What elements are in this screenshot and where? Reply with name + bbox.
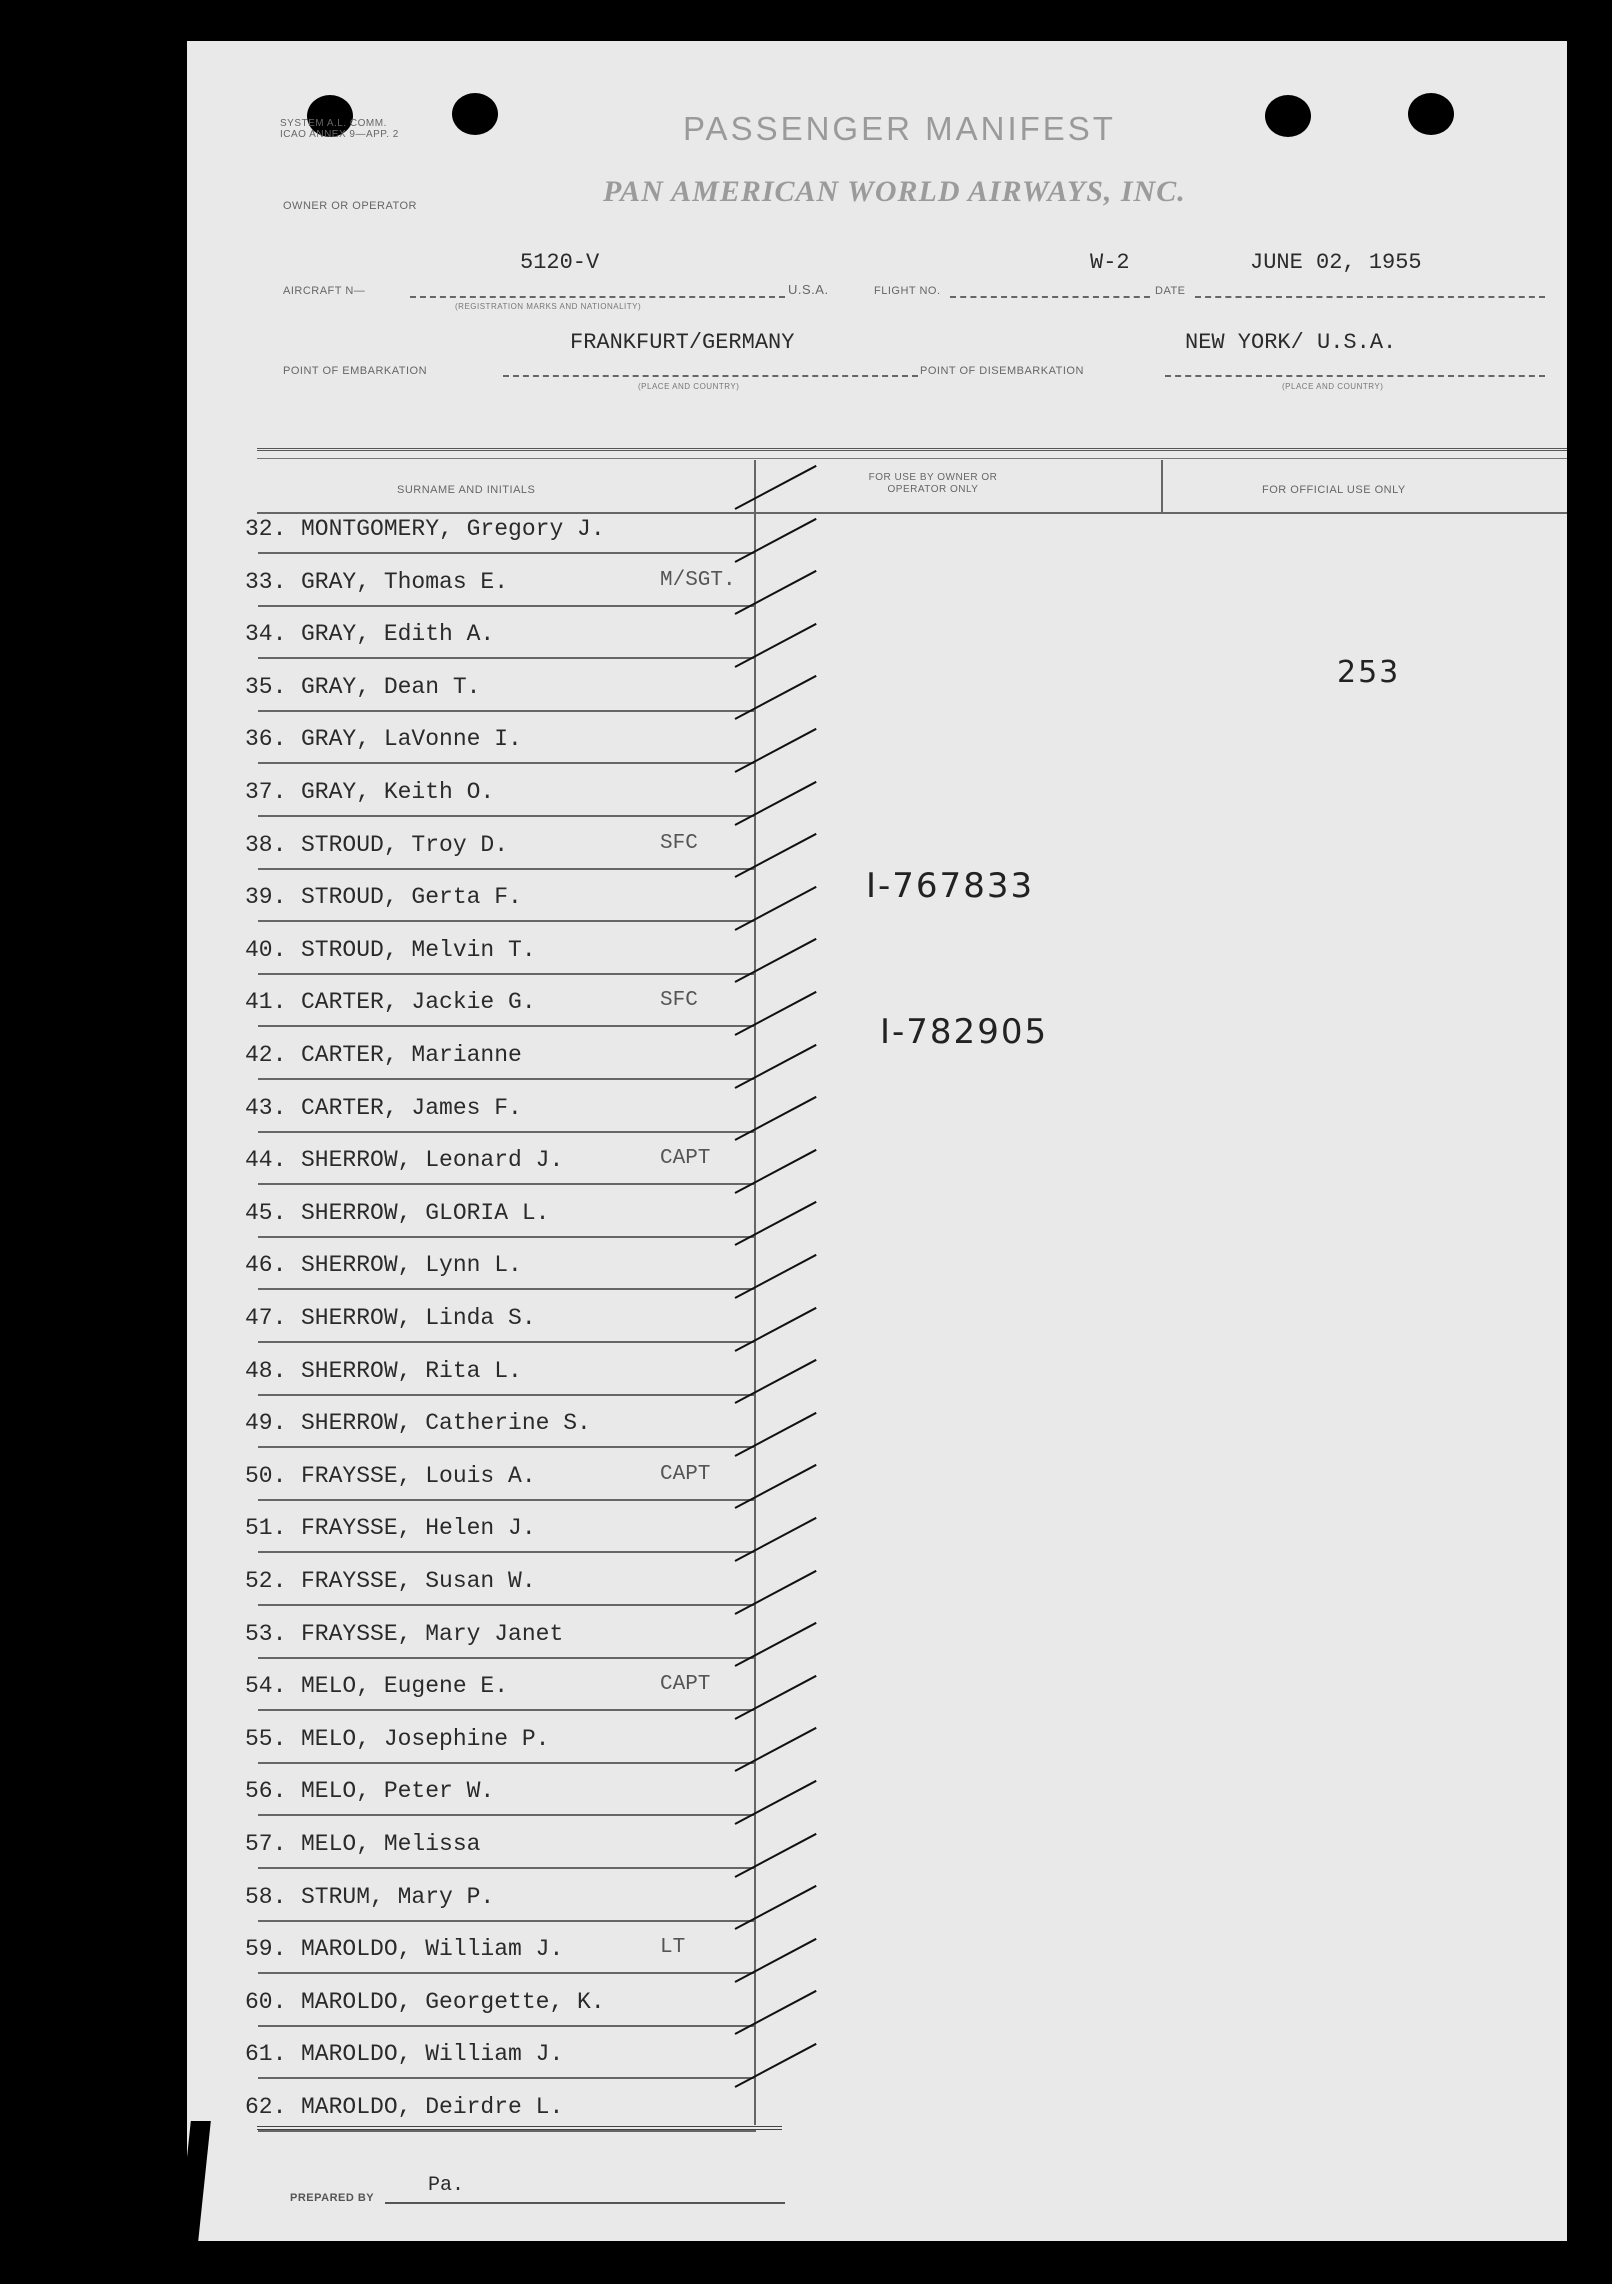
passenger-name: MAROLDO, Georgette, K.	[301, 1989, 605, 2015]
passenger-name: MELO, Melissa	[301, 1831, 481, 1857]
prepared-value: Pa.	[428, 2174, 465, 2197]
passenger-number: 49.	[245, 1410, 287, 1436]
passenger-row	[245, 1410, 591, 1442]
passenger-row	[245, 1200, 549, 1232]
passenger-row	[245, 1147, 711, 1179]
aircraft-line	[410, 296, 785, 298]
passenger-row	[245, 937, 536, 969]
row-rule	[258, 868, 756, 870]
passenger-row	[245, 1621, 563, 1653]
passenger-row	[245, 2041, 563, 2073]
row-rule	[258, 1972, 756, 1974]
header-rule-2	[257, 458, 1567, 459]
header-rule	[257, 448, 1567, 451]
row-rule	[258, 710, 756, 712]
passenger-number: 42.	[245, 1042, 287, 1068]
passenger-row	[245, 1831, 480, 1863]
row-rule	[258, 2025, 756, 2027]
row-rule	[258, 1025, 756, 1027]
passenger-rank: CAPT	[660, 1463, 711, 1486]
row-rule	[258, 1394, 756, 1396]
flight-date: JUNE 02, 1955	[1250, 250, 1422, 275]
flight-line	[950, 296, 1150, 298]
date-label: DATE	[1155, 285, 1186, 297]
passenger-number: 52.	[245, 1568, 287, 1594]
passenger-name: CARTER, Marianne	[301, 1042, 522, 1068]
passenger-row	[245, 1252, 522, 1284]
flight-label: FLIGHT NO.	[874, 285, 941, 297]
passenger-row	[245, 779, 494, 811]
row-rule	[258, 815, 756, 817]
passenger-row	[245, 1095, 522, 1127]
passenger-name: CARTER, James F.	[301, 1095, 522, 1121]
passenger-row	[245, 1673, 711, 1705]
passenger-number: 37.	[245, 779, 287, 805]
passenger-name: MONTGOMERY, Gregory J.	[301, 516, 605, 542]
passenger-name: STRUM, Mary P.	[301, 1884, 495, 1910]
passenger-number: 32.	[245, 516, 287, 542]
passenger-rank: SFC	[660, 989, 698, 1012]
passenger-rank: SFC	[660, 832, 698, 855]
disembarkation-line	[1165, 375, 1545, 377]
row-rule	[258, 605, 756, 607]
handwritten-note-1: I-767833	[866, 866, 1035, 906]
row-rule	[258, 1551, 756, 1553]
row-rule	[258, 1131, 756, 1133]
passenger-row	[245, 1568, 536, 1600]
punch-hole	[1408, 93, 1454, 135]
usa-label: U.S.A.	[788, 282, 829, 297]
passenger-rank: CAPT	[660, 1673, 711, 1696]
passenger-number: 43.	[245, 1095, 287, 1121]
passenger-row	[245, 1989, 605, 2021]
aircraft-label: AIRCRAFT N—	[283, 285, 366, 297]
passenger-number: 41.	[245, 989, 287, 1015]
passenger-name: SHERROW, Lynn L.	[301, 1252, 522, 1278]
passenger-row	[245, 832, 698, 864]
embarkation-value: FRANKFURT/GERMANY	[570, 330, 795, 355]
passenger-row	[245, 1515, 536, 1547]
passenger-row	[245, 989, 698, 1021]
passenger-name: SHERROW, Catherine S.	[301, 1410, 591, 1436]
punch-hole	[1265, 95, 1311, 137]
row-rule	[258, 1604, 756, 1606]
passenger-number: 59.	[245, 1936, 287, 1962]
passenger-number: 48.	[245, 1358, 287, 1384]
passenger-number: 33.	[245, 569, 287, 595]
place-note-embark: (PLACE AND COUNTRY)	[638, 382, 740, 391]
passenger-name: MAROLDO, Deirdre L.	[301, 2094, 564, 2120]
passenger-number: 36.	[245, 726, 287, 752]
list-end-rule	[257, 2126, 782, 2130]
passenger-name: MELO, Peter W.	[301, 1778, 495, 1804]
passenger-row	[245, 674, 480, 706]
col-owner-use: FOR USE BY OWNER OR OPERATOR ONLY	[868, 472, 998, 495]
passenger-row	[245, 726, 522, 758]
passenger-row	[245, 1778, 494, 1810]
passenger-name: GRAY, Keith O.	[301, 779, 495, 805]
passenger-row	[245, 1726, 549, 1758]
passenger-name: FRAYSSE, Mary Janet	[301, 1621, 564, 1647]
passenger-name: FRAYSSE, Helen J.	[301, 1515, 536, 1541]
prepared-label: PREPARED BY	[290, 2192, 375, 2204]
row-rule	[258, 1236, 756, 1238]
passenger-name: GRAY, Edith A.	[301, 621, 495, 647]
punch-hole	[452, 93, 498, 135]
row-rule	[258, 973, 756, 975]
row-rule	[258, 1762, 756, 1764]
handwritten-note-2: I-782905	[880, 1012, 1049, 1052]
passenger-number: 54.	[245, 1673, 287, 1699]
column-divider-2	[1161, 460, 1163, 512]
page-number: 253	[1337, 655, 1401, 690]
embarkation-label: POINT OF EMBARKATION	[283, 365, 428, 377]
passenger-number: 47.	[245, 1305, 287, 1331]
place-note-disembark: (PLACE AND COUNTRY)	[1282, 382, 1384, 391]
passenger-name: MELO, Josephine P.	[301, 1726, 550, 1752]
col-official: FOR OFFICIAL USE ONLY	[1262, 484, 1406, 496]
row-rule	[258, 1657, 756, 1659]
row-rule	[258, 657, 756, 659]
passenger-row	[245, 516, 605, 548]
passenger-number: 40.	[245, 937, 287, 963]
passenger-number: 57.	[245, 1831, 287, 1857]
passenger-number: 39.	[245, 884, 287, 910]
passenger-row	[245, 1936, 686, 1968]
row-rule	[258, 762, 756, 764]
passenger-name: FRAYSSE, Susan W.	[301, 1568, 536, 1594]
passenger-name: SHERROW, Leonard J.	[301, 1147, 564, 1173]
passenger-name: GRAY, Dean T.	[301, 674, 481, 700]
prepared-line	[385, 2202, 785, 2204]
aircraft-number: 5120-V	[520, 250, 600, 275]
owner-label: OWNER OR OPERATOR	[283, 200, 417, 212]
passenger-number: 62.	[245, 2094, 287, 2120]
passenger-name: STROUD, Gerta F.	[301, 884, 522, 910]
passenger-name: FRAYSSE, Louis A.	[301, 1463, 536, 1489]
registration-note: (REGISTRATION MARKS AND NATIONALITY)	[455, 302, 642, 311]
passenger-number: 46.	[245, 1252, 287, 1278]
row-rule	[258, 1920, 756, 1922]
passenger-number: 56.	[245, 1778, 287, 1804]
passenger-number: 45.	[245, 1200, 287, 1226]
row-rule	[258, 2130, 756, 2132]
passenger-number: 61.	[245, 2041, 287, 2067]
passenger-row	[245, 1042, 522, 1074]
passenger-row	[245, 569, 736, 601]
passenger-name: MAROLDO, William J.	[301, 1936, 564, 1962]
torn-edge	[177, 2121, 211, 2251]
column-header-rule	[257, 512, 1567, 514]
passenger-number: 38.	[245, 832, 287, 858]
passenger-rank: M/SGT.	[660, 569, 736, 592]
passenger-number: 34.	[245, 621, 287, 647]
disembarkation-value: NEW YORK/ U.S.A.	[1185, 330, 1397, 355]
passenger-number: 53.	[245, 1621, 287, 1647]
row-rule	[258, 920, 756, 922]
flight-number: W-2	[1090, 250, 1130, 275]
passenger-name: SHERROW, Rita L.	[301, 1358, 522, 1384]
passenger-row	[245, 1358, 522, 1390]
row-rule	[258, 1446, 756, 1448]
passenger-number: 44.	[245, 1147, 287, 1173]
passenger-row	[245, 1884, 494, 1916]
row-rule	[258, 1709, 756, 1711]
disembarkation-label: POINT OF DISEMBARKATION	[920, 365, 1084, 377]
row-rule	[258, 2077, 756, 2079]
passenger-name: CARTER, Jackie G.	[301, 989, 536, 1015]
row-rule	[258, 1814, 756, 1816]
embarkation-line	[503, 375, 918, 377]
row-rule	[258, 1183, 756, 1185]
operator-name: PAN AMERICAN WORLD AIRWAYS, INC.	[603, 175, 1186, 208]
passenger-rank: LT	[660, 1936, 686, 1959]
page-title: PASSENGER MANIFEST	[683, 110, 1116, 147]
row-rule	[258, 552, 756, 554]
passenger-number: 55.	[245, 1726, 287, 1752]
passenger-name: GRAY, LaVonne I.	[301, 726, 522, 752]
passenger-number: 35.	[245, 674, 287, 700]
passenger-name: MAROLDO, William J.	[301, 2041, 564, 2067]
passenger-rank: CAPT	[660, 1147, 711, 1170]
col-surname: SURNAME AND INITIALS	[397, 484, 536, 496]
passenger-name: MELO, Eugene E.	[301, 1673, 509, 1699]
passenger-name: SHERROW, Linda S.	[301, 1305, 536, 1331]
passenger-number: 58.	[245, 1884, 287, 1910]
passenger-row	[245, 621, 494, 653]
passenger-row	[245, 1305, 536, 1337]
passenger-row	[245, 1463, 711, 1495]
row-rule	[258, 1499, 756, 1501]
row-rule	[258, 1078, 756, 1080]
passenger-number: 50.	[245, 1463, 287, 1489]
passenger-row	[245, 884, 522, 916]
passenger-row	[245, 2094, 563, 2126]
passenger-name: STROUD, Melvin T.	[301, 937, 536, 963]
row-rule	[258, 1867, 756, 1869]
passenger-name: SHERROW, GLORIA L.	[301, 1200, 550, 1226]
passenger-name: GRAY, Thomas E.	[301, 569, 509, 595]
passenger-number: 51.	[245, 1515, 287, 1541]
row-rule	[258, 1341, 756, 1343]
passenger-number: 60.	[245, 1989, 287, 2015]
row-rule	[258, 1288, 756, 1290]
passenger-name: STROUD, Troy D.	[301, 832, 509, 858]
form-reference: SYSTEM A.L. COMM. ICAO ANNEX 9—APP. 2	[280, 118, 399, 140]
date-line	[1195, 296, 1545, 298]
